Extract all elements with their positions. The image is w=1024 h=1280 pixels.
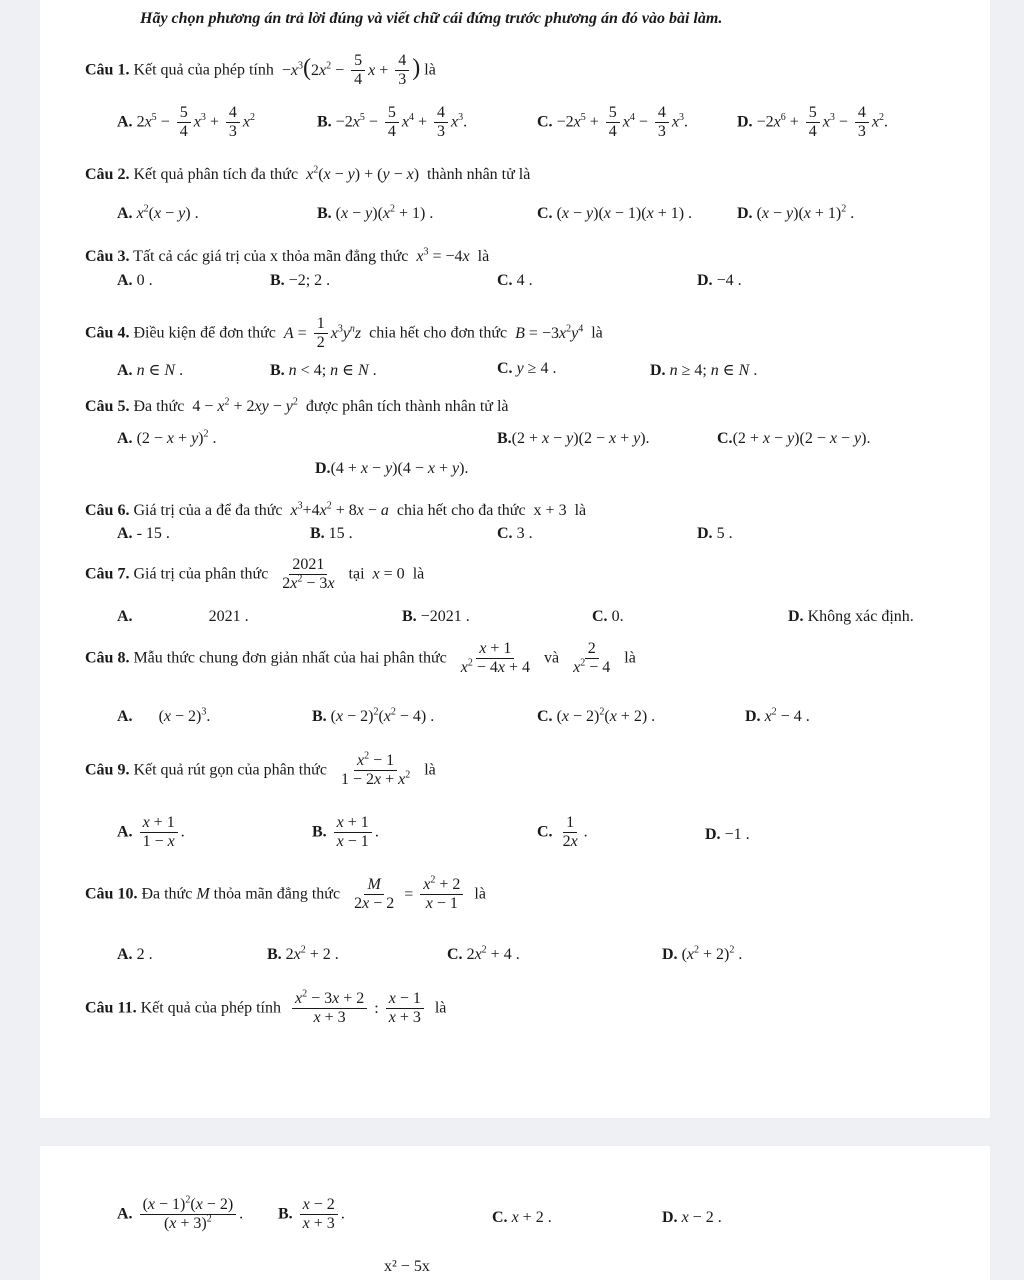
question-3 — [85, 248, 489, 266]
option-label: A. — [117, 823, 133, 841]
question-formula: $\frac{M}{2x - 2}$ = $\frac{x^2 + 2}{x - 1}$ — [344, 886, 470, 903]
option-label: A. — [117, 708, 133, 725]
option-3d[interactable] — [697, 272, 742, 290]
question-condition: x = 0 — [372, 565, 409, 583]
question-formula: $4 - x^2 + 2xy - y^2$ — [188, 396, 298, 415]
question-label: Câu 10. — [85, 885, 138, 903]
question-1 — [85, 52, 436, 90]
question-label: Câu 6. — [85, 502, 130, 519]
option-label: C. — [537, 708, 553, 725]
option-value: 4 . — [516, 272, 533, 289]
option-value: −1 . — [724, 826, 750, 843]
option-label: B. — [270, 272, 285, 289]
option-label: A. — [117, 205, 133, 222]
option-label: D. — [650, 362, 666, 379]
option-8b[interactable]: B. $(x - 2)^2(x^2 - 4)$ . — [312, 706, 435, 725]
option-6d[interactable] — [697, 525, 733, 543]
question-suffix: là — [591, 324, 603, 342]
option-value: 2 . — [136, 946, 153, 963]
option-2c[interactable]: C. (x − y)(x − 1)(x + 1) . — [537, 205, 693, 222]
question-formula-a: $\frac{x + 1}{x^2 - 4x + 4}$ — [460, 640, 531, 677]
question-2 — [85, 166, 530, 184]
question-label: Câu 2. — [85, 166, 130, 183]
question-label: Câu 4. — [85, 324, 130, 342]
option-label: B. — [312, 708, 327, 725]
question-label: Câu 5. — [85, 398, 130, 415]
option-label: C. — [717, 430, 733, 447]
question-suffix: là — [412, 565, 425, 583]
option-label: A. — [117, 362, 133, 379]
question-text-2: thỏa mãn đẳng thức — [213, 885, 341, 903]
option-value: 0 . — [136, 272, 153, 289]
option-3c[interactable] — [497, 272, 533, 290]
option-label: B. — [267, 946, 282, 963]
question-text: Kết quả của phép tính — [133, 61, 274, 79]
option-1a[interactable]: A. $2x^5$ − $\frac{5}{4}$ $x^3$ + $\frac{4}{3}$ $x^2$ — [117, 104, 255, 141]
option-5b[interactable]: B.(2 + x − y)(2 − x + y). — [497, 430, 650, 447]
question-text: Giá trị của phân thức — [133, 565, 269, 583]
question-text: Giá trị của a để đa thức — [133, 502, 283, 519]
question-suffix: là — [424, 61, 436, 79]
question-suffix: là — [434, 999, 447, 1017]
question-7 — [85, 556, 424, 594]
option-9b[interactable]: B. $\frac{x + 1}{x - 1}$ . — [312, 814, 379, 851]
option-6b[interactable] — [310, 525, 353, 543]
question-formula: $-x^3(2x^2$ − $\frac{5}{4}$ x + $\frac{4}{3}$ ) — [277, 52, 421, 89]
question-9 — [85, 752, 436, 790]
question-text: Mẫu thức chung đơn giản nhất của hai phân thức — [133, 649, 447, 667]
question-suffix: là — [474, 885, 486, 903]
question-text: Điều kiện để đơn thức — [133, 324, 276, 342]
question-label: Câu 11. — [85, 999, 137, 1017]
option-label: C. — [537, 823, 553, 841]
option-label: A. — [117, 525, 133, 542]
question-label: Câu 7. — [85, 565, 130, 583]
option-4c[interactable]: C. y ≥ 4 . — [497, 360, 557, 377]
option-7b[interactable] — [402, 608, 470, 626]
option-4d[interactable]: D. n ≥ 4; n ∈ N . — [650, 362, 758, 379]
question-formula: $\frac{x^2 - 3x + 2}{x + 3}$ : $\frac{x - 1}{x + 3}$ — [285, 1000, 431, 1017]
question-middle: và — [544, 649, 560, 667]
question-suffix: thành nhân tử là — [427, 166, 531, 183]
question-middle: chia hết cho đơn thức — [369, 324, 508, 342]
option-11a[interactable]: A. $\frac{(x - 1)^2(x - 2)}{(x + 3)^2}$ . — [117, 1194, 244, 1233]
option-1c[interactable]: C. $-2x^5$ + $\frac{5}{4}$ $x^4$ − $\frac{4}{3}$ $x^3$. — [537, 104, 688, 141]
question-suffix: được phân tích thành nhân tử là — [305, 398, 509, 415]
option-label: D. — [705, 826, 721, 843]
option-label: D. — [788, 608, 804, 625]
option-7c[interactable] — [592, 608, 624, 626]
option-value: 15 . — [328, 525, 353, 542]
question-10 — [85, 876, 486, 914]
option-11c[interactable]: C. x + 2 . — [492, 1209, 552, 1226]
option-value: 2021 . — [208, 608, 249, 625]
option-label: A. — [117, 608, 133, 625]
question-formula-a: A = $\frac{1}{2}$ $x^3y^nz$ — [283, 315, 362, 352]
question-suffix: là — [574, 502, 587, 519]
option-label: D. — [697, 525, 713, 542]
question-formula: $\frac{2021}{2x^2 - 3x}$ — [282, 556, 335, 593]
option-label: A. — [117, 946, 133, 963]
question-label: Câu 9. — [85, 761, 130, 779]
option-label: B. — [278, 1205, 293, 1223]
option-label: A. — [117, 430, 133, 447]
option-label: C. — [592, 608, 608, 625]
option-10c[interactable]: C. $2x^2 + 4$ . — [447, 944, 520, 963]
option-value: Không xác định. — [807, 608, 914, 625]
option-value: 0. — [611, 608, 624, 625]
question-text: Kết quả rút gọn của phân thức — [133, 761, 327, 779]
option-label: C. — [537, 113, 553, 131]
option-4a[interactable]: A. n ∈ N . — [117, 362, 184, 379]
option-value: −2021 . — [420, 608, 470, 625]
option-11b[interactable]: B. $\frac{x - 2}{x + 3}$ . — [278, 1196, 345, 1233]
question-text: Đa thức — [133, 398, 185, 415]
option-label: C. — [497, 525, 513, 542]
question-4 — [85, 315, 603, 353]
option-label: B. — [312, 823, 327, 841]
option-5d[interactable]: D.(4 + x − y)(4 − x + y). — [315, 460, 469, 477]
option-label: B. — [402, 608, 417, 625]
question-formula: $x^3 = -4x$ — [416, 246, 470, 265]
instruction: Hãy chọn phương án trả lời đúng và viết chữ cái đứng trước phương án đó vào bài làm. — [140, 10, 723, 27]
option-label: A. — [117, 1205, 133, 1223]
option-2d[interactable]: D. $(x - y)(x + 1)^2$ . — [737, 203, 855, 222]
option-label: C. — [537, 205, 553, 222]
question-text: Kết quả của phép tính — [140, 999, 281, 1017]
option-1d[interactable]: D. $-2x^6$ + $\frac{5}{4}$ $x^3$ − $\frac{4}{3}$ $x^2$. — [737, 104, 888, 141]
option-10a[interactable] — [117, 946, 153, 964]
question-text: Tất cả các giá trị của x thỏa mãn đẳng thức — [133, 248, 409, 265]
question-suffix: là — [624, 649, 636, 667]
question-formula-b: x + 3 — [529, 502, 571, 519]
option-value: 5 . — [716, 525, 733, 542]
question-8 — [85, 640, 636, 678]
option-1b[interactable]: B. $-2x^5$ − $\frac{5}{4}$ $x^4$ + $\frac{4}{3}$ $x^3$. — [317, 104, 468, 141]
question-11 — [85, 990, 446, 1028]
option-8a[interactable]: A. $(x - 2)^3$. — [117, 706, 211, 725]
question-text: Đa thức — [141, 885, 193, 903]
question-formula: $\frac{x^2 - 1}{1 - 2x + x^2}$ — [340, 750, 411, 789]
option-label: B. — [317, 113, 332, 131]
question-formula-a: $x^3+4x^2 + 8x - a$ — [290, 500, 389, 519]
option-value: - 15 . — [136, 525, 170, 542]
option-label: B. — [270, 362, 285, 379]
option-label: D. — [745, 708, 761, 725]
option-label: C. — [492, 1209, 508, 1226]
option-11d[interactable]: D. x − 2 . — [662, 1209, 722, 1226]
option-label: B. — [310, 525, 325, 542]
option-value: −2; 2 . — [288, 272, 331, 289]
question-middle: tại — [348, 565, 365, 583]
question-formula-b: $B = -3x^2y^4$ — [515, 323, 584, 342]
option-10b[interactable]: B. $2x^2 + 2$ . — [267, 944, 339, 963]
option-label: A. — [117, 272, 133, 289]
option-2b[interactable]: B. $(x - y)(x^2 + 1)$ . — [317, 203, 434, 222]
option-2a[interactable]: A. $x^2(x - y)$ . — [117, 203, 199, 222]
page-2 — [40, 1146, 990, 1280]
question-formula: $x^2(x - y) + (y - x)$ — [306, 164, 424, 183]
option-6a[interactable] — [117, 525, 170, 543]
option-3b[interactable] — [270, 272, 330, 290]
option-6c[interactable] — [497, 525, 533, 543]
option-7d[interactable] — [788, 608, 914, 626]
option-label: A. — [117, 113, 133, 131]
question-5 — [85, 398, 508, 416]
option-5c[interactable]: C.(2 + x − y)(2 − x − y). — [717, 430, 871, 447]
question-text: Kết quả phân tích đa thức — [133, 166, 299, 183]
option-10d[interactable]: D. $(x^2 + 2)^2$ . — [662, 944, 743, 963]
option-label: C. — [447, 946, 463, 963]
option-value: 3 . — [516, 525, 533, 542]
option-9a[interactable]: A. $\frac{x + 1}{1 - x}$ . — [117, 814, 185, 851]
option-label: B. — [497, 430, 512, 447]
option-label: B. — [317, 205, 332, 222]
option-9c[interactable]: C. $\frac{1}{2x}$ . — [537, 814, 588, 851]
option-4b[interactable]: B. n < 4; n ∈ N . — [270, 362, 377, 379]
option-label: D. — [315, 460, 331, 477]
question-middle: chia hết cho đa thức — [396, 502, 526, 519]
question-formula-b: $\frac{2}{x^2 - 4}$ — [573, 640, 611, 677]
question-variable: M — [196, 885, 210, 903]
option-label: D. — [662, 1209, 678, 1226]
question-suffix: là — [477, 248, 490, 265]
option-7a[interactable] — [117, 608, 249, 626]
option-8c[interactable]: C. $(x - 2)^2(x + 2)$ . — [537, 706, 656, 725]
option-3a[interactable] — [117, 272, 153, 290]
option-label: C. — [497, 272, 513, 289]
option-label: D. — [737, 113, 753, 131]
option-label: C. — [497, 360, 513, 377]
option-value: −4 . — [716, 272, 742, 289]
option-label: D. — [662, 946, 678, 963]
question-label: Câu 3. — [85, 248, 130, 265]
question-suffix: là — [424, 761, 436, 779]
option-label: D. — [737, 205, 753, 222]
option-9d[interactable] — [705, 826, 750, 844]
truncated-question-12-fraction: x² − 5x — [384, 1258, 430, 1275]
question-label: Câu 1. — [85, 61, 130, 79]
option-5a[interactable]: A. $(2 - x + y)^2$ . — [117, 428, 217, 447]
option-label: D. — [697, 272, 713, 289]
question-label: Câu 8. — [85, 649, 130, 667]
option-8d[interactable]: D. $x^2 - 4$ . — [745, 706, 810, 725]
question-6 — [85, 502, 586, 520]
page-1 — [40, 0, 990, 1118]
